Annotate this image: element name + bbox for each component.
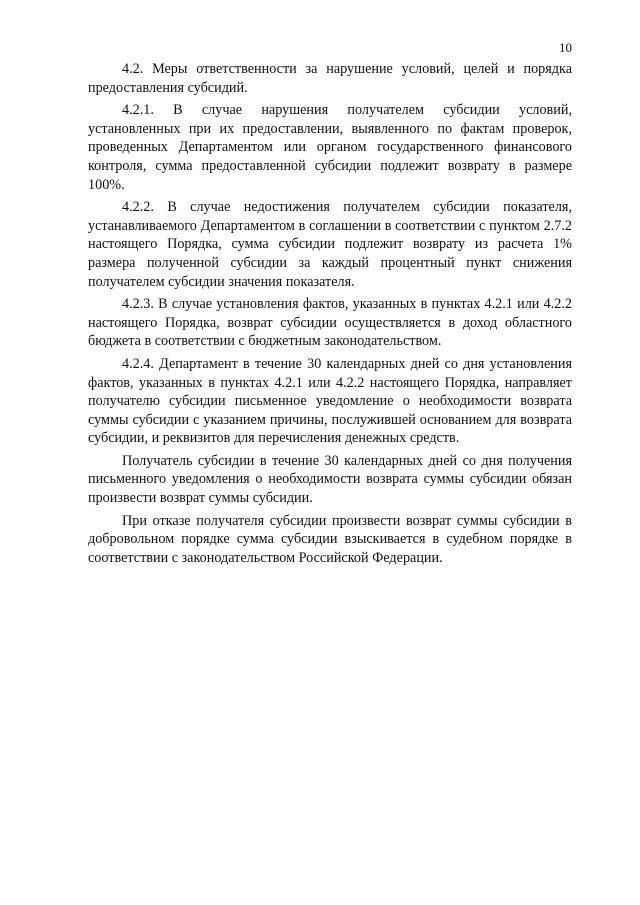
document-body <box>88 60 572 571</box>
paragraph-4-2-2: 4.2.2. В случае недостижения получателем субсидии показателя, устанавливаемого Департаментом в соглашении в соответствии с пунктом 2.7.2 настоящего Порядка, сумма субсидии подлежит возврату из расчета 1% размера полученной субсидии за каждый процентный пункт снижения получателем субсидии значения показателя. <box>88 199 572 290</box>
paragraph-4-2-4: 4.2.4. Департамент в течение 30 календарных дней со дня установления фактов, указанных в пунктах 4.2.1 или 4.2.2 настоящего Порядка, направляет получателю субсидии письменное уведомление о необходимости возврата суммы субсидии с указанием причины, послужившей основанием для возврата субсидии, и реквизитов для перечисления денежных средств. <box>88 355 572 447</box>
paragraph-4-2-1: 4.2.1. В случае нарушения получателем субсидии условий, установленных при их предоставлении, выявленного по фактам проверок, проведенных Департаментом или органом государственного финансового контроля, сумма предоставленной субсидии подлежит возврату в размере 100%. <box>88 102 572 193</box>
paragraph-return-deadline: Получатель субсидии в течение 30 календарных дней со дня получения письменного уведомления о необходимости возврата суммы субсидии обязан произвести возврат суммы субсидии. <box>88 452 572 507</box>
page-number: 10 <box>559 40 572 55</box>
paragraph-4-2-3: 4.2.3. В случае установления фактов, указанных в пунктах 4.2.1 или 4.2.2 настоящего Порядка, возврат субсидии осуществляется в доход областного бюджета в соответствии с бюджетным законодательством. <box>88 296 572 350</box>
paragraph-4-2: 4.2. Меры ответственности за нарушение условий, целей и порядка предоставления субсидий. <box>88 61 572 96</box>
paragraph-court-recovery: При отказе получателя субсидии произвести возврат суммы субсидии в добровольном порядке сумма субсидии взыскивается в судебном порядке в соответствии с законодательством Российской Федерации. <box>88 512 572 566</box>
